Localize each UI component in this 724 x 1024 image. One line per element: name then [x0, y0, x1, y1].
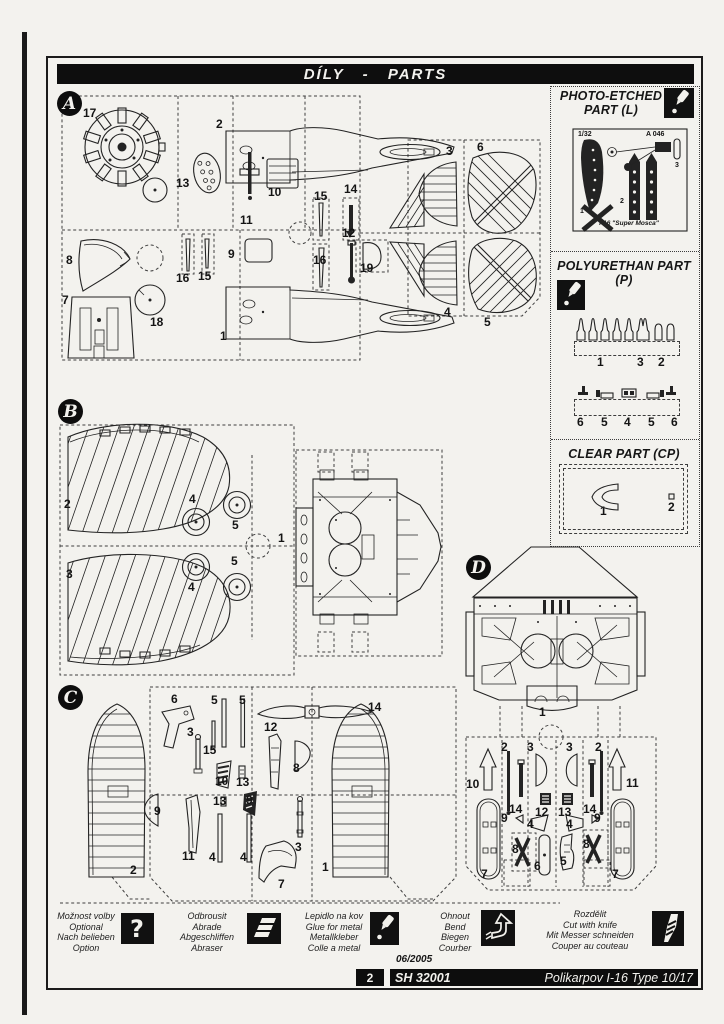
- part-label-a-15: 15: [314, 189, 328, 203]
- fret-caption: I-16 "Super Mosca": [599, 220, 659, 227]
- fret-scale: 1/32: [578, 131, 592, 138]
- poly-part-label: 6: [671, 415, 678, 429]
- part-label-a-1: 1: [220, 329, 227, 343]
- fret-part-label: 2: [620, 198, 624, 205]
- fret-part-label: 3: [675, 162, 679, 169]
- poly-part-label: 5: [601, 415, 608, 429]
- fret-code: A 046: [646, 131, 665, 138]
- photo-etched-title-line1: PHOTO-ETCHED: [559, 89, 663, 103]
- part-label-d-10: 10: [466, 777, 480, 791]
- poly-part-label: 2: [658, 355, 665, 369]
- clear-part-label: 1: [600, 504, 607, 518]
- part-label-a-13: 13: [176, 176, 190, 190]
- question-icon: [121, 913, 154, 944]
- part-label-d-5: 5: [560, 854, 567, 868]
- sprue-b-badge: B: [58, 399, 83, 424]
- photo-etched-title-line2: PART (L): [584, 103, 638, 117]
- part-label-d-2: 2: [595, 740, 602, 754]
- polyurethane-title: POLYURETHAN PART (P): [557, 259, 691, 287]
- poly-part-label: 1: [597, 355, 604, 369]
- legend-abrade-text: Odbrousit Abrade Abgeschliffen Abraser: [179, 911, 235, 953]
- revision-date: 06/2005: [396, 954, 433, 965]
- part-label-c-3: 3: [187, 725, 194, 739]
- svg-text:?: ?: [130, 915, 144, 943]
- part-label-d-3: 3: [527, 740, 534, 754]
- part-label-a-9: 9: [228, 247, 235, 261]
- part-label-a-16: 16: [313, 253, 327, 267]
- poly-part-label: 5: [648, 415, 655, 429]
- part-label-c-5: 5: [239, 693, 246, 707]
- bend-arrow-icon: [481, 910, 515, 946]
- part-label-b-5: 5: [231, 554, 238, 568]
- part-label-c-11: 11: [182, 849, 195, 863]
- part-label-b-4: 4: [189, 492, 196, 506]
- part-label-c-14: 14: [368, 700, 382, 714]
- part-label-d-13: 13: [558, 805, 572, 819]
- part-label-a-16: 16: [176, 271, 190, 285]
- abrade-icon: [247, 913, 281, 944]
- part-label-b-4: 4: [188, 580, 195, 594]
- knife-icon: [652, 911, 684, 946]
- part-label-c-10: 10: [215, 774, 229, 788]
- kit-title-bar: [390, 969, 698, 986]
- part-label-d-6: 6: [534, 859, 541, 873]
- part-label-d-4: 4: [566, 817, 573, 831]
- part-label-c-13: 13: [236, 775, 250, 789]
- clear-part-title: CLEAR PART (CP): [568, 447, 680, 461]
- part-label-d-1: 1: [539, 705, 546, 719]
- part-label-d-9: 9: [501, 811, 508, 825]
- part-label-c-15: 15: [203, 743, 217, 757]
- part-label-c-6: 6: [171, 692, 178, 706]
- part-label-d-7: 7: [481, 867, 488, 881]
- part-label-b-2: 2: [64, 497, 71, 511]
- part-label-a-17: 17: [83, 106, 97, 120]
- part-label-a-18: 18: [150, 315, 164, 329]
- legend-cut-text: Rozdělit Cut with knife Mit Messer schneiden Couper au couteau: [546, 909, 634, 951]
- part-label-d-8: 8: [512, 842, 519, 856]
- part-label-c-13: 13: [213, 794, 227, 808]
- part-label-c-1: 1: [322, 860, 329, 874]
- part-label-d-14: 14: [583, 802, 597, 816]
- part-label-b-5: 5: [232, 518, 239, 532]
- sprue-c-badge: C: [58, 685, 83, 710]
- legend-bend-text: Ohnout Bend Biegen Courber: [438, 911, 472, 953]
- part-label-c-8: 8: [293, 761, 300, 775]
- sprue-d-badge: D: [466, 555, 491, 580]
- part-label-a-3: 3: [446, 144, 453, 158]
- kit-name: Polikarpov I-16 Type 10/17: [544, 970, 693, 985]
- sprue-a-badge: A: [57, 91, 82, 116]
- page-title: DÍLY - PARTS: [57, 64, 694, 84]
- part-label-d-11: 11: [626, 776, 639, 790]
- part-label-c-9: 9: [246, 793, 253, 807]
- page-number: 2: [356, 969, 384, 986]
- glue-metal-icon: [370, 912, 399, 945]
- part-label-d-14: 14: [509, 802, 523, 816]
- part-label-a-2: 2: [216, 117, 223, 131]
- part-label-a-10: 10: [268, 185, 282, 199]
- part-label-a-11: 11: [240, 213, 253, 227]
- part-label-c-7: 7: [278, 877, 285, 891]
- part-label-c-2: 2: [130, 863, 137, 877]
- part-label-c-4: 4: [209, 850, 216, 864]
- part-label-a-7: 7: [62, 293, 69, 307]
- part-label-c-5: 5: [211, 693, 218, 707]
- part-label-d-7: 7: [612, 867, 619, 881]
- part-label-d-2: 2: [501, 740, 508, 754]
- part-label-a-4: 4: [444, 305, 451, 319]
- part-label-d-12: 12: [535, 805, 549, 819]
- kit-code: SH 32001: [395, 970, 451, 985]
- part-label-c-3: 3: [295, 840, 302, 854]
- part-label-c-12: 12: [264, 720, 278, 734]
- part-label-d-8: 8: [583, 837, 590, 851]
- poly-part-label: 6: [577, 415, 584, 429]
- part-label-d-9: 9: [594, 811, 601, 825]
- part-label-a-6: 6: [477, 140, 484, 154]
- part-label-a-8: 8: [66, 253, 73, 267]
- part-label-d-3: 3: [566, 740, 573, 754]
- part-label-a-12: 12: [342, 226, 356, 240]
- fret-part-label: 1: [580, 208, 584, 215]
- part-label-a-14: 14: [344, 182, 358, 196]
- legend-optional-text: Možnost volby Optional Nach belieben Option: [57, 911, 115, 953]
- clear-part-label: 2: [668, 500, 675, 514]
- part-label-a-15: 15: [198, 269, 212, 283]
- part-label-b-3: 3: [66, 567, 73, 581]
- part-label-c-9: 9: [154, 804, 161, 818]
- poly-part-label: 3: [637, 355, 644, 369]
- part-label-a-5: 5: [484, 315, 491, 329]
- part-label-c-4: 4: [240, 850, 247, 864]
- part-label-b-1: 1: [278, 531, 285, 545]
- legend-glue-metal-text: Lepidlo na kov Glue for metal Metallkleber Colle a metal: [304, 911, 364, 953]
- part-label-a-19: 19: [360, 261, 374, 275]
- poly-part-label: 4: [624, 415, 631, 429]
- part-label-d-4: 4: [527, 817, 534, 831]
